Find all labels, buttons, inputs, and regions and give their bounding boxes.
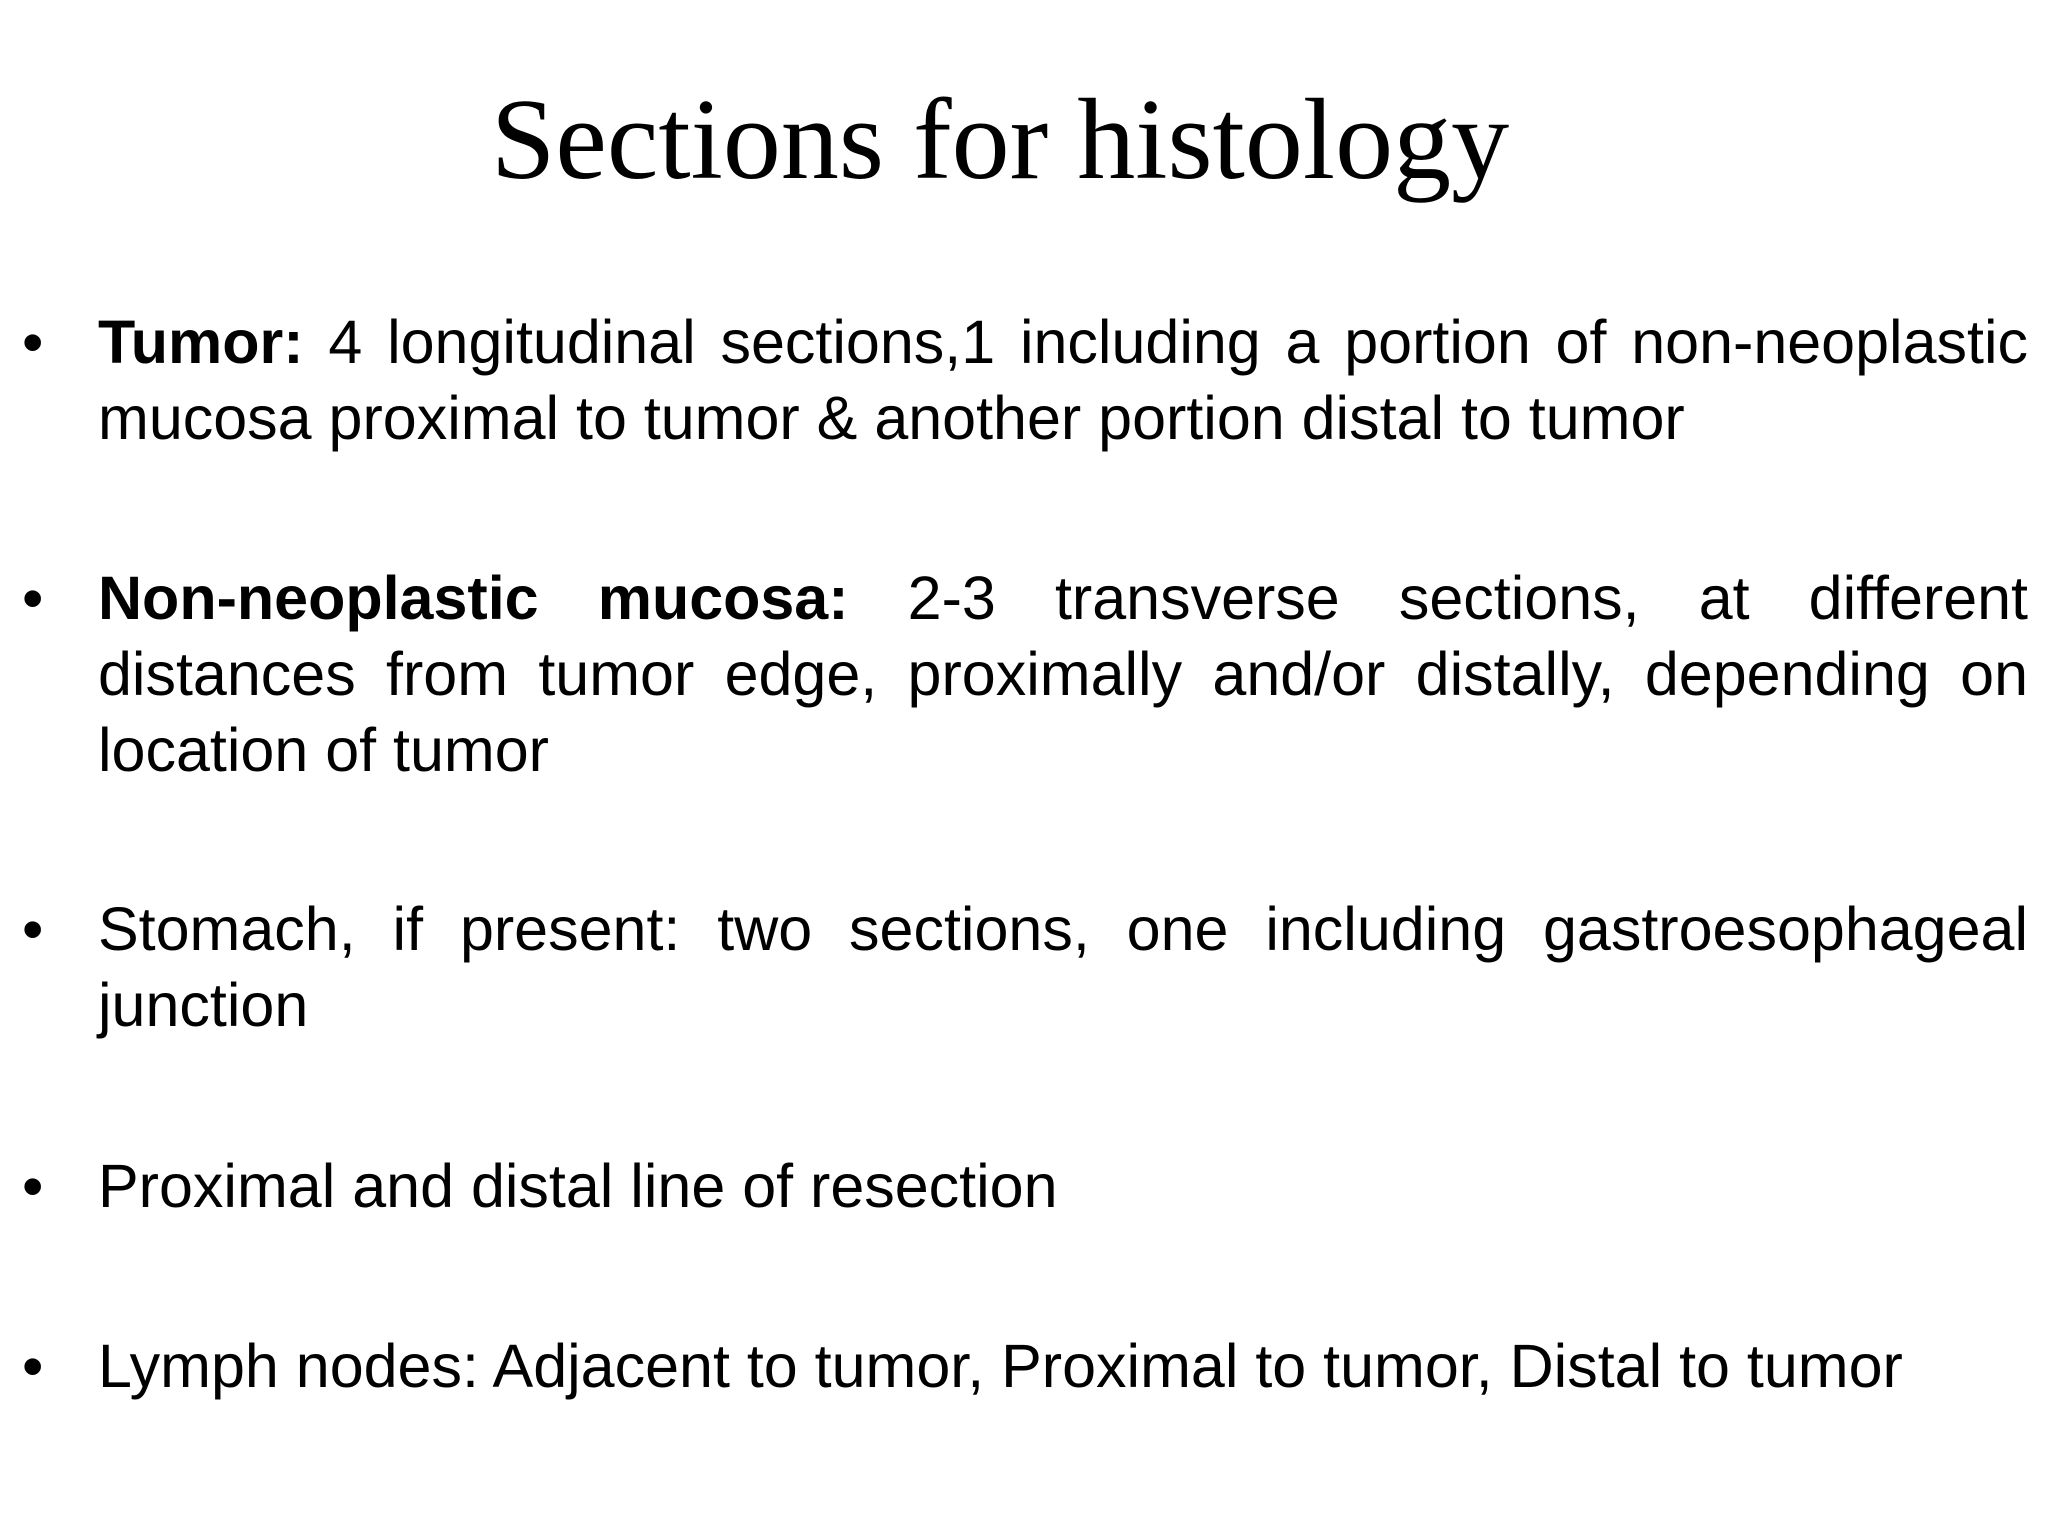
bullet-text: Stomach, if present: two sections, one including gastroesophageal junction	[98, 895, 2028, 1039]
bullet-text: 2-3 transverse sections, at different distances from tumor edge, proximally and/or distally, depending on location of tumor	[98, 564, 2028, 784]
bullet-text: 4 longitudinal sections,1 including a portion of non-neoplastic mucosa proximal to tumor & another portion distal to tumor	[98, 308, 2028, 452]
bullet-lead: Non-neoplastic mucosa:	[98, 564, 849, 632]
bullet-item-non-neoplastic-mucosa	[22, 560, 2028, 788]
bullet-marker: •	[22, 308, 44, 376]
bullet-lead: Tumor:	[98, 308, 304, 376]
bullet-item-tumor	[22, 304, 2028, 456]
bullet-item-stomach	[22, 891, 2028, 1043]
bullet-text: Lymph nodes: Adjacent to tumor, Proximal to tumor, Distal to tumor	[98, 1332, 1903, 1400]
slide-title: Sections for histology	[490, 76, 1510, 204]
bullet-marker: •	[22, 895, 44, 963]
bullet-marker: •	[22, 1332, 44, 1400]
bullet-item-lymph-nodes	[22, 1328, 2028, 1404]
bullet-item-resection-line	[22, 1148, 2028, 1224]
bullet-marker: •	[22, 1152, 44, 1220]
bullet-marker: •	[22, 564, 44, 632]
bullet-text: Proximal and distal line of resection	[98, 1152, 1058, 1220]
